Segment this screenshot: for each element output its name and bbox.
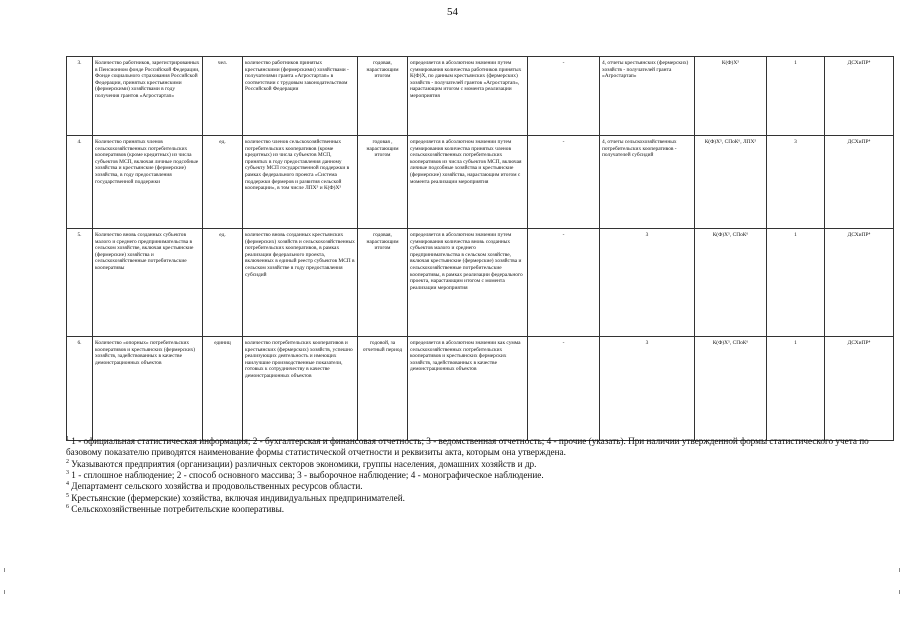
indicator-definition: количество вновь созданных крестьянских (фермерских) хозяйств и сельскохозяйственных потребительских кооперативов, в рамках реализации федерального проекта, включенных в единый реестр субъектов МСП в сельском хозяйстве в году предоставления субсидий (243, 229, 358, 337)
unit-of-measure: чел. (203, 57, 243, 136)
footnote (66, 481, 881, 492)
coverage: 1 (767, 229, 825, 337)
page-number: 54 (447, 6, 458, 18)
calculation-method: определяется в абсолютном значении путем суммирования количества вновь созданных субъектов малого и среднего предпринимательства в сельском хозяйстве, включая крестьянские (фермерские) хозяйства и сельскохозяйственные потребительские кооперативы, в рамках реализации федерального проекта, нарастающим итогом с момента реализации мероприятия (408, 229, 528, 337)
footnote-mark: 6 (66, 504, 69, 511)
footnote-text: Департамент сельского хозяйства и продовольственных ресурсов области. (69, 481, 363, 492)
indicator-name: Количество принятых членов сельскохозяйственных потребительских кооперативов (кроме кредитных) из числа субъектов МСП, включая личные подсобные хозяйства и крестьянские (фермерские) хозяйства, в году предоставления государственной поддержки (93, 136, 203, 229)
scan-mark (899, 590, 900, 594)
periodicity: годовой, за отчетный период (358, 337, 408, 441)
observation-unit: К(Ф)Х⁵, СПоК⁶, ЛПХ⁵ (695, 136, 767, 229)
footnote (66, 459, 881, 470)
scan-mark (4, 590, 5, 594)
base-indicators: - (528, 337, 600, 441)
periodicity: годовая , нарастающим итогом (358, 136, 408, 229)
row-number: 4. (67, 136, 93, 229)
footnotes (66, 436, 881, 516)
row-number: 5. (67, 229, 93, 337)
footnote-mark: 5 (66, 492, 69, 499)
indicator-definition: количество работников принятых крестьянскими (фермерскими) хозяйствами - получателями гранта «Агростартап» в соответствии с трудовым законодательством Российской Федерации (243, 57, 358, 136)
unit-of-measure: ед. (203, 229, 243, 337)
unit-of-measure: ед. (203, 136, 243, 229)
table-row (67, 136, 894, 229)
data-source: 4, отчеты крестьянских (фермерских) хозяйств - получателей гранта «Агростартап» (600, 57, 695, 136)
data-source: 4, отчеты сельскохозяйственных потребительских кооперативов - получателей субсидий (600, 136, 695, 229)
periodicity: годовая, нарастающим итогом (358, 229, 408, 337)
footnote-text: 1 - официальная статистическая информация; 2 - бухгалтерская и финансовая отчетность; 3 - ведомственная отчетность; 4 - прочие (указать). При наличии утвержденной формы статистического учета по базовому показателю приводятся наименование формы статистической отчетности и реквизиты акта, которым она утверждена. (66, 436, 869, 458)
scan-mark (899, 568, 900, 572)
indicators-table (66, 56, 894, 441)
calculation-method: определяется в абсолютном значении путем суммирования количества принятых членов сельскохозяйственных потребительских кооперативов из числа субъектов МСП, включая личные подсобные хозяйства и крестьянские (фермерские) хозяйства, нарастающим итогом с момента реализации мероприятия (408, 136, 528, 229)
scan-mark (4, 568, 5, 572)
footnote-text: Крестьянские (фермерские) хозяйства, включая индивидуальных предпринимателей. (69, 492, 405, 503)
observation-unit: К(Ф)Х⁵, СПоК⁶ (695, 229, 767, 337)
indicator-name: Количество работников, зарегистрированных в Пенсионном фонде Российской Федерации, Фонде социального страхования Российской Федерации, принятых крестьянскими (фермерскими) хозяйствами в году получения грантов «Агростартап» (93, 57, 203, 136)
calculation-method: определяется в абсолютном значении как сумма сельскохозяйственных потребительских кооперативов и крестьянских фермерских хозяйств, задействованных в качестве демонстрационных объектов (408, 337, 528, 441)
footnote-text: Указываются предприятия (организации) различных секторов экономики, группы населения, домашних хозяйств и др. (69, 458, 537, 469)
table-row (67, 229, 894, 337)
calculation-method: определяется в абсолютном значении путем суммирования количества работников принятых К(Ф)Х, по данным крестьянских (фермерских) хозяйств - получателей грантов «Агростартап», нарастающим итогом с момента реализации мероприятия (408, 57, 528, 136)
footnote-mark: 4 (66, 481, 69, 488)
responsible-body: ДСХиПР⁴ (825, 337, 894, 441)
responsible-body: ДСХиПР⁴ (825, 229, 894, 337)
coverage: 1 (767, 337, 825, 441)
footnote (66, 504, 881, 515)
footnote (66, 493, 881, 504)
periodicity: годовая, нарастающим итогом (358, 57, 408, 136)
row-number: 6. (67, 337, 93, 441)
footnote-mark: 2 (66, 458, 69, 465)
row-number: 3. (67, 57, 93, 136)
data-source: 3 (600, 229, 695, 337)
indicator-definition: количество потребительских кооперативов и крестьянских (фермерских) хозяйств, успешно реализующих деятельность и имеющих наилучшие производственные показатели, готовых к сотрудничеству в качестве демонстрационных объектов (243, 337, 358, 441)
indicator-definition: количество членов сельскохозяйственных потребительских кооперативов (кроме кредитных) из числа субъектов МСП, принятых в году предоставления данному субъекту МСП государственной поддержки в рамках федерального проекта «Система поддержки фермеров и развития сельской кооперации», в том числе ЛПХ⁵ и К(Ф)Х⁵ (243, 136, 358, 229)
unit-of-measure: единиц (203, 337, 243, 441)
base-indicators: - (528, 136, 600, 229)
observation-unit: К(Ф)Х⁵, СПоК⁶ (695, 337, 767, 441)
base-indicators: - (528, 57, 600, 136)
footnote-mark: 1 (66, 436, 69, 442)
base-indicators: - (528, 229, 600, 337)
table-row (67, 57, 894, 136)
responsible-body: ДСХиПР⁴ (825, 57, 894, 136)
coverage: 3 (767, 136, 825, 229)
footnote-text: 1 - сплошное наблюдение; 2 - способ основного массива; 3 - выборочное наблюдение; 4 - монографическое наблюдение. (69, 470, 544, 481)
table-row (67, 337, 894, 441)
indicator-name: Количество вновь созданных субъектов малого и среднего предпринимательства в сельском хозяйстве, включая крестьянские (фермерские) хозяйства и сельскохозяйственные потребительские кооперативы (93, 229, 203, 337)
indicator-name: Количество «опорных» потребительских кооперативов и крестьянских (фермерских) хозяйств, задействованных в качестве демонстрационных объектов (93, 337, 203, 441)
footnote (66, 436, 881, 459)
data-source: 3 (600, 337, 695, 441)
observation-unit: К(Ф)Х⁵ (695, 57, 767, 136)
responsible-body: ДСХиПР⁴ (825, 136, 894, 229)
footnote-text: Сельскохозяйственные потребительские кооперативы. (69, 504, 285, 515)
coverage: 1 (767, 57, 825, 136)
footnote-mark: 3 (66, 470, 69, 477)
footnote (66, 470, 881, 481)
